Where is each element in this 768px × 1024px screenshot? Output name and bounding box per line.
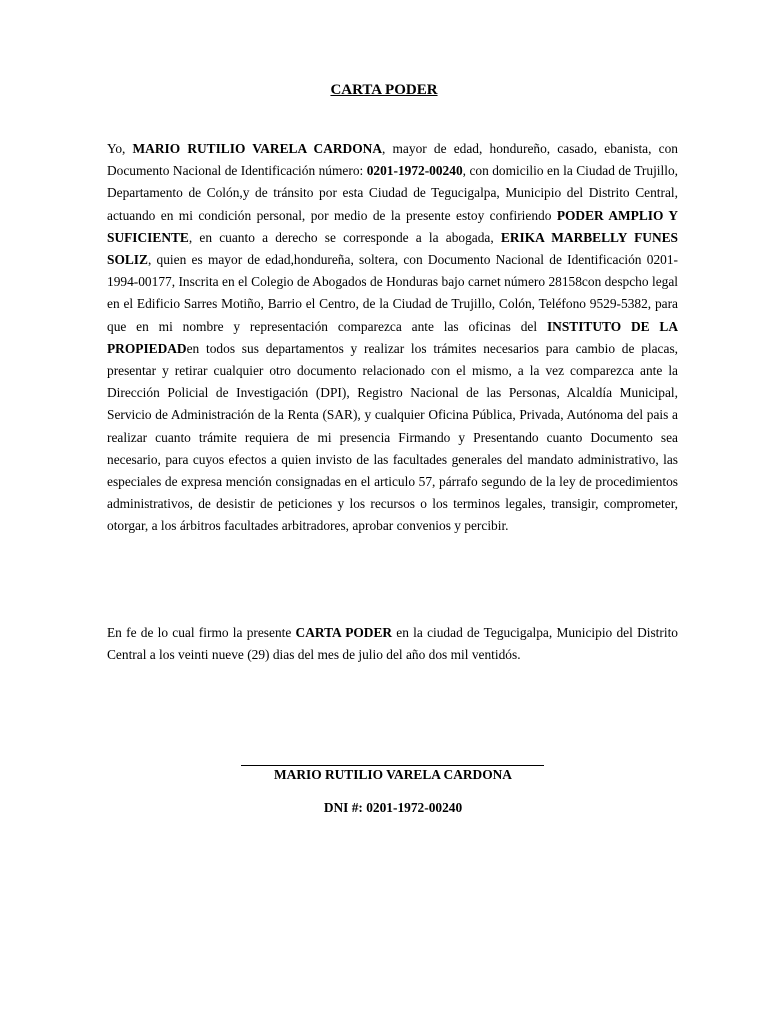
body-paragraph-1 [107,138,678,538]
text-run: Yo, [107,141,133,156]
grantor-dni: 0201-1972-00240 [366,163,463,179]
document-name: CARTA PODER [295,625,393,640]
text-run: en la ciudad de Tegucigalpa, Municipio del Distrito Central a los veinti nueve (29) dias del mes de julio del año dos mil ventidós. [107,625,678,663]
signatory-dni: DNI #: 0201-1972-00240 [323,800,463,815]
text-run: en todos sus departamentos y realizar los trámites necesarios para cambio de placas, presentar y retirar cualquier otro documento relacionado con el mismo, a la vez comparezca ante la Dirección Policial de Investigación (DPI), Registro Nacional de las Personas, Alcaldía Municipal, Servicio de Administración de la Renta (SAR), y cualquier Oficina Pública, Privada, Autónoma del pais a realizar cuanto trámite requiera de mi presencia Firmando y Presentando cuanto Documento sea necesario, para cuyos efectos a quien invisto de las facultades generales del mandato administrativo, las especiales de expresa mención consignadas en el articulo 57, párrafo segundo de la ley de procedimientos administrativos, de desistir de peticiones y los recursos o los terminos legales, transigir, comprometer, otorgar, a los árbitros facultades arbitradores, aprobar convenios y percibir. [107,340,678,534]
institution-name: INSTITUTO DE LA PROPIEDAD [107,318,679,356]
text-run: En fe de lo cual firmo la presente [107,625,296,640]
text-run: , con domicilio en la Ciudad de Trujillo, Departamento de Colón,y de tránsito por esta Ciudad de Tegucigalpa, Municipio del Distrito Central, actuando en mi condición personal, por medio de la presente estoy confiriendo [107,163,678,223]
text-run: , en cuanto a derecho se corresponde a la abogada, [188,229,501,245]
attorney-name: ERIKA MARBELLY FUNES SOLIZ [107,229,678,268]
body-paragraph-2 [107,622,678,666]
document-title: CARTA PODER [330,82,438,98]
signatory-name: MARIO RUTILIO VARELA CARDONA [274,767,512,782]
text-run: , mayor de edad, hondureño, casado, ebanista, con Documento Nacional de Identificación número: [107,141,678,179]
power-type: PODER AMPLIO Y SUFICIENTE [107,207,679,245]
grantor-name: MARIO RUTILIO VARELA CARDONA [132,141,382,156]
text-run: , quien es mayor de edad,hondureña, soltera, con Documento Nacional de Identificación 0201-1994-00177, Inscrita en el Colegio de Abogados de Honduras bajo carnet número 28158con despcho legal en el Edificio Sarres Motiño, Barrio el Centro, de la Ciudad de Trujillo, Colón, Teléfono 9529-5382, para que en mi nombre y representación comparezca ante las oficinas del [107,252,678,334]
